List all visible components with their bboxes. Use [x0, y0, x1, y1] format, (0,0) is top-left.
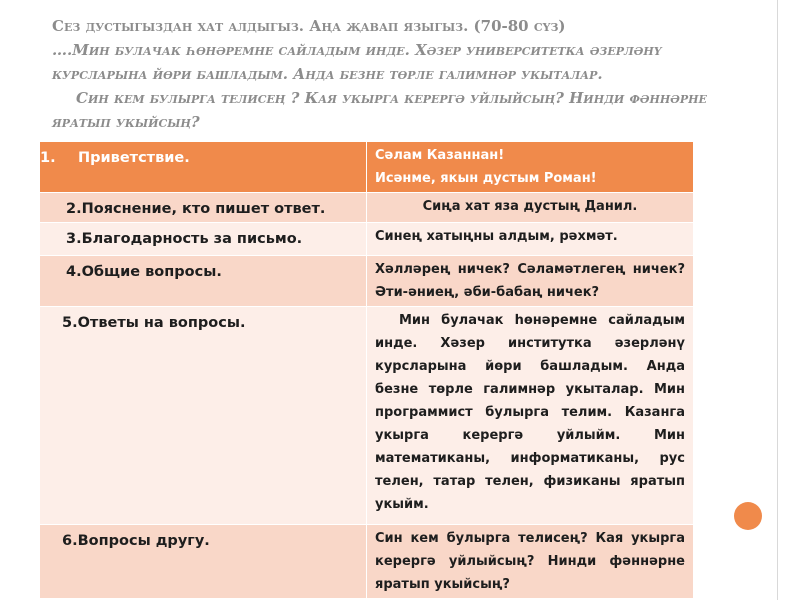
heading-line-5: яратып укыйсың? [52, 113, 200, 131]
plan-step-label: Приветствие. [78, 150, 190, 166]
answer-text: Сиңа хат яза дустың Данил. [422, 199, 638, 214]
plan-step-cell [40, 193, 367, 223]
table-row [40, 525, 694, 599]
answer-cell [367, 525, 694, 599]
answer-text: Хәлләрең ничек? Сәламәтлегең ничек? Әти-әниең, әби-бабаң ничек? [375, 262, 685, 300]
plan-step-cell [40, 307, 367, 525]
heading-line-3: курсларына йөри башладым. Анда безне төрле галимнәр укыталар. [52, 65, 603, 83]
answer-line: Исәнме, якын дустым Роман! [375, 171, 597, 186]
accent-circle [734, 502, 762, 530]
slide-edge-rule [777, 0, 778, 600]
table-row [40, 142, 694, 193]
answer-text: Синең хатыңны алдым, рәхмәт. [375, 229, 618, 244]
plan-step-cell [40, 525, 367, 599]
plan-step-label: 4.Общие вопросы. [66, 264, 222, 280]
plan-step-cell [40, 142, 367, 193]
answer-cell [367, 142, 694, 193]
table-row [40, 256, 694, 307]
letter-plan-table [39, 141, 694, 599]
answer-cell [367, 307, 694, 525]
plan-step-label: 2.Пояснение, кто пишет ответ. [66, 201, 326, 217]
heading-line-4: Син кем булырга телисең ? Кая укырга керергә уйлыйсың? Нинди фәннәрне [76, 89, 707, 107]
plan-step-cell [40, 223, 367, 256]
table-row [40, 307, 694, 525]
plan-step-label: 5.Ответы на вопросы. [62, 315, 246, 331]
heading-line-1: Сез дустыгыздан хат алдыгыз. Аңа җавап языгыз. (70-80 сүз) [52, 17, 566, 35]
answer-text: Син кем булырга телисең? Кая укырга керергә уйлыйсың? Нинди фәннәрне яратып укыйсың? [375, 531, 685, 592]
table-row [40, 193, 694, 223]
plan-step-label: 3.Благодарность за письмо. [66, 231, 303, 247]
answer-cell [367, 223, 694, 256]
answer-cell [367, 193, 694, 223]
plan-step-label: 6.Вопросы другу. [62, 533, 210, 549]
step-number: 1. [40, 150, 56, 166]
answer-line: Сәлам Казаннан! [375, 148, 505, 163]
answer-text: Мин булачак һөнәремне сайладым инде. Хәзер институтка әзерләнү курсларына йөри башладым. Анда безне төрле галимнәр укыталар. Мин программист булырга телим. Казанга укырга керергә уйлыйм. Мин математиканы, информатиканы, рус телен, татар телен, физиканы яратып укыйм. [375, 313, 685, 512]
task-heading [52, 14, 707, 134]
heading-line-2: ….Мин булачак һөнәремне сайладым инде. Хәзер университетка әзерләнү [52, 41, 662, 59]
answer-cell [367, 256, 694, 307]
plan-step-cell [40, 256, 367, 307]
table-row [40, 223, 694, 256]
